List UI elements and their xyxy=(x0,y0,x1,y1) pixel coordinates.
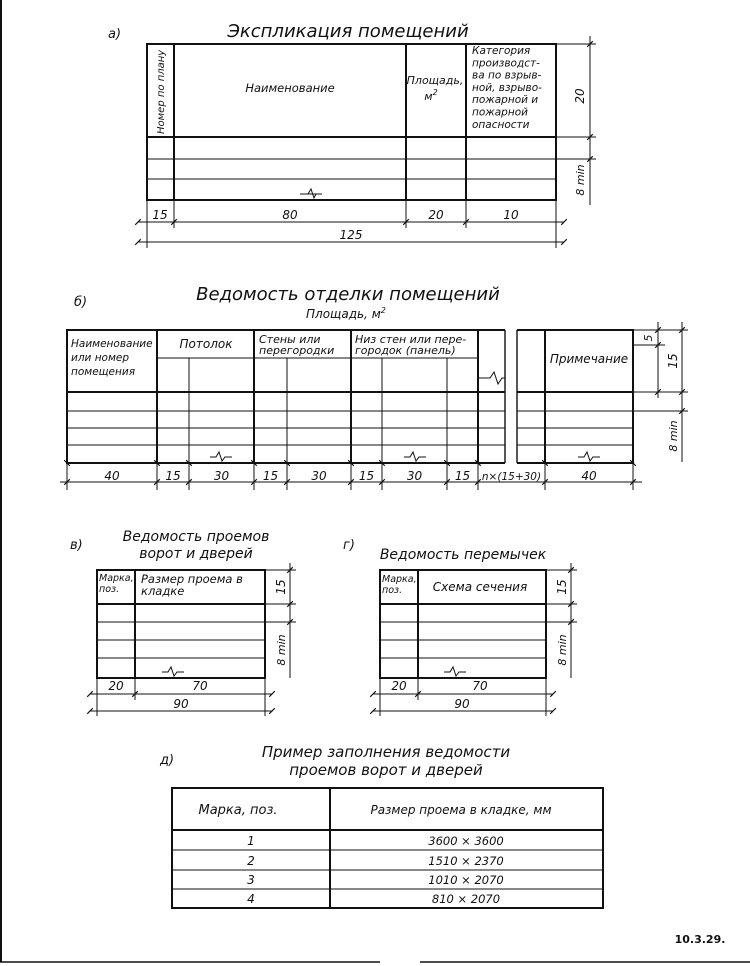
dim-v-w1: 20 xyxy=(108,679,124,693)
col-header-number: Номер по плану xyxy=(156,49,167,134)
walls-header-line-2: перегородки xyxy=(259,344,335,357)
dim-a-w4: 10 xyxy=(503,208,519,222)
row-mark-3: 3 xyxy=(247,873,255,887)
category-header-line-6: пожарной xyxy=(472,106,528,119)
col-header-note: Примечание xyxy=(549,352,629,366)
section-v-title-line-2: ворот и дверей xyxy=(139,546,253,562)
col-header-category xyxy=(472,45,542,131)
col-header-area: Площадь, xyxy=(406,74,464,87)
dim-v-total: 90 xyxy=(173,697,189,711)
dim-g-w1: 20 xyxy=(391,679,407,693)
dim-b-w9: n×(15+30) xyxy=(481,471,542,483)
dim-b-top-height: 5 xyxy=(642,334,655,342)
section-b-letter: б) xyxy=(74,295,88,310)
dim-g-header-height: 15 xyxy=(555,579,569,595)
section-d-title xyxy=(262,743,511,779)
lower-header-line-1: Низ стен или пере- xyxy=(355,333,467,346)
section-d-letter: д) xyxy=(160,753,175,768)
section-v-letter: в) xyxy=(70,538,83,553)
section-a-letter: а) xyxy=(108,27,122,42)
row-size-3: 1010 × 2070 xyxy=(428,873,504,887)
dim-g-w2: 70 xyxy=(472,679,488,693)
section-g-letter: г) xyxy=(343,538,355,553)
figure-number: 10.3.29. xyxy=(674,933,726,946)
col-header-lower xyxy=(355,333,466,357)
section-g-title: Ведомость перемычек xyxy=(379,547,547,563)
section-b-title: Ведомость отделки помещений xyxy=(196,284,500,305)
dim-b-row-height: 8 min xyxy=(667,420,680,452)
size-header-line-1: Размер проема в xyxy=(141,572,243,586)
dim-b-w4: 15 xyxy=(262,469,279,483)
col-header-mark: Марка, поз. xyxy=(198,803,278,818)
section-g xyxy=(343,538,577,716)
dim-g-total: 90 xyxy=(454,697,470,711)
row-size-1: 3600 × 3600 xyxy=(428,834,504,848)
section-v-mark-header xyxy=(99,573,134,595)
dim-a-total: 125 xyxy=(339,228,363,242)
name-header-line-3: помещения xyxy=(71,366,136,378)
dim-a-row-height: 8 min xyxy=(574,164,587,196)
mark-header-line-1: Марка, xyxy=(99,573,134,584)
col-header-area-unit: $м^2$ xyxy=(424,88,438,103)
dim-g-row-height: 8 min xyxy=(556,634,569,666)
dim-a-w3: 20 xyxy=(428,208,444,222)
row-size-4: 810 × 2070 xyxy=(431,892,501,906)
section-v xyxy=(70,529,296,716)
section-v-title-line-1: Ведомость проемов xyxy=(122,529,270,545)
section-a xyxy=(108,21,596,248)
dim-v-row-height: 8 min xyxy=(275,634,288,666)
dim-v-w2: 70 xyxy=(192,679,208,693)
dim-b-w5: 30 xyxy=(311,469,327,483)
section-g-mark-header xyxy=(382,574,417,596)
row-mark-4: 4 xyxy=(247,892,255,906)
dim-a-w1: 15 xyxy=(152,208,168,222)
dim-b-w2: 15 xyxy=(165,469,181,483)
col-header-scheme: Схема сечения xyxy=(432,580,528,594)
category-header-line-3: ва по взрыв- xyxy=(472,69,542,82)
col-header-walls xyxy=(259,333,334,357)
section-b-subtitle: Площадь, $м^2$ xyxy=(306,306,386,321)
size-header-line-2: кладке xyxy=(141,584,185,598)
category-header-line-7: опасности xyxy=(472,118,530,131)
section-a-title: Экспликация помещений xyxy=(227,21,469,42)
row-mark-1: 1 xyxy=(247,834,255,848)
dim-b-w6: 15 xyxy=(358,469,375,483)
dim-b-header-height: 15 xyxy=(666,353,680,369)
mark-header-line-2: поз. xyxy=(99,584,120,595)
section-v-title xyxy=(123,529,270,562)
dim-b-w3: 30 xyxy=(213,469,230,483)
name-header-line-2: или номер xyxy=(71,352,130,364)
dim-b-w10: 40 xyxy=(581,469,597,483)
section-b xyxy=(60,284,688,490)
walls-header-line-1: Стены или xyxy=(259,333,321,346)
name-header-line-1: Наименование xyxy=(71,338,153,350)
dim-b-w1: 40 xyxy=(104,469,120,483)
category-header-line-2: производст- xyxy=(472,57,540,70)
col-header-name: Наименование xyxy=(245,81,335,95)
category-header-line-5: пожарной и xyxy=(472,94,539,107)
category-header-line-4: ной, взрыво- xyxy=(472,81,542,94)
section-v-size-header xyxy=(141,572,243,598)
dim-a-header-height: 20 xyxy=(573,88,587,104)
section-b-header-name xyxy=(71,338,153,378)
dim-b-w7: 30 xyxy=(406,469,423,483)
section-d-title-line-1: Пример заполнения ведомости xyxy=(261,743,511,761)
row-size-2: 1510 × 2370 xyxy=(428,854,504,868)
category-header-line-1: Категория xyxy=(472,45,531,57)
dim-a-w2: 80 xyxy=(282,208,298,222)
g-mark-header-line-1: Марка, xyxy=(382,574,417,585)
lower-header-line-2: городок (панель) xyxy=(355,344,456,357)
section-d xyxy=(159,743,603,908)
section-d-title-line-2: проемов ворот и дверей xyxy=(289,761,483,779)
g-mark-header-line-2: поз. xyxy=(382,585,403,596)
col-header-size: Размер проема в кладке, мм xyxy=(370,803,552,817)
row-mark-2: 2 xyxy=(247,854,255,868)
col-header-ceiling: Потолок xyxy=(179,337,233,351)
dim-b-w8: 15 xyxy=(454,469,471,483)
dim-v-header-height: 15 xyxy=(274,579,288,595)
